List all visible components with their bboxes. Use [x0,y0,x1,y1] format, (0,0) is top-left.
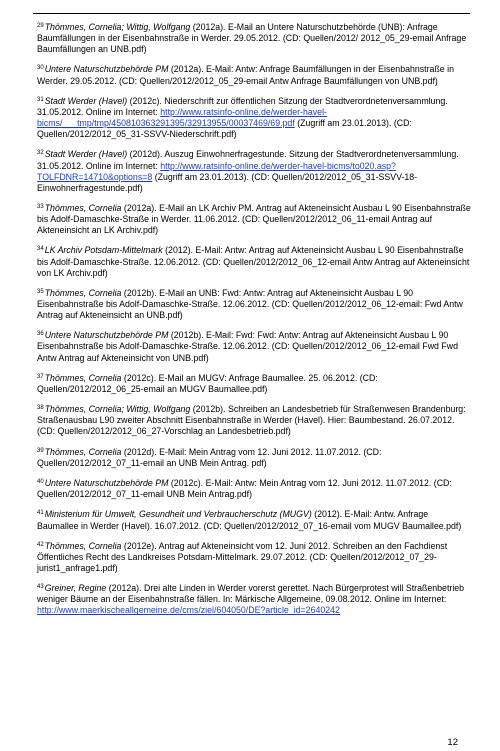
footnote-text: (2012b). E-Mail: Fwd: Fwd: Antw: Antrag auf Akteneinsicht Ausbau L 90 Eisenbahnstraße bis Adolf-Damaschke-Straße. 12.06.2012. (CD: Quellen/2012/2012_06_12-email Fwd Fwd Antw Antrag auf Akteneinsicht von UNB.pdf) [37,330,459,363]
footnote-link[interactable]: http://www.ratsinfo-online.de/werder-havel-bicms/to020.asp?TOLFDNR=14710&options=8 [37,160,396,182]
footnote-text: (2012a). E-Mail an LK Archiv PM. Antrag auf Akteneinsicht Ausbau L 90 Eisenbahnstraße bis Adolf-Damaschke-Straße in Werder. 11.06.2012. (CD: Quellen/2012/2012_06_11-email Antrag auf Akteneinsicht an LK Archiv.pdf) [37,202,471,236]
footnote-link[interactable]: http://www.maerkischeallgemeine.de/cms/ziel/604050/DE?article_id=2640242 [37,605,340,616]
page-number: 12 [447,737,458,748]
footnote-number: 39 [37,447,44,454]
footnote-text: (2012c). Niederschrift zur öffentlichen Sitzung der Stadtverordnetenversammlung. 31.05.2012. Online im Internet: [37,95,448,117]
footnote-34 [37,245,471,278]
footnote-author: Thömmes, Cornelia; Wittig, Wolfgang [44,22,191,32]
footnote-author: Stadt Werder (Havel) [44,149,128,160]
footnote-text: (2012e). Antrag auf Akteneinsicht vom 12. Juni 2012. Schreiben an den Fachdienst Öffentliches Recht des Landkreises Potsdam-Mittelmark. 29.07.2012. (CD: Quellen/2012/2012_07_29-jurist1_anfrage1.pdf) [37,540,448,573]
footnote-number: 40 [37,479,44,486]
footnote-text-after-link: (Zugriff am 23.01.2013). (CD: Quellen/2012/2012_05_31-SSVV-18-Einwohnerfragestunde.pdf) [37,171,418,193]
footnote-text: (2012c). E-Mail: Antw: Mein Antrag vom 12. Juni 2012. 11.07.2012. (CD: Quellen/2012/2012_07_11-email UNB Mein Antrag.pdf) [37,478,452,500]
footnote-text: (2012b). E-Mail an UNB: Fwd: Antw: Antrag auf Akteneinsicht Ausbau L 90 Eisenbahnstraße bis Adolf-Damaschke-Straße. 12.06.2012. (CD: Quellen/2012/2012_06_12-email: Fwd Antw Antrag auf Akteneinsicht an UNB.pdf) [37,287,463,321]
footnote-43 [37,583,471,616]
footnote-number: 29 [37,23,44,29]
footnote-number: 34 [37,246,44,253]
footnote-text: (2012a). Drei alte Linden in Werder vorerst gerettet. Nach Bürgerprotest will Straßenbetrieb weniger Bäume an der Eisenbahnstraße fällen. In: Märkische Allgemeine, 09.08.2012. Online im Internet: [37,583,465,605]
footnote-number: 31 [37,96,44,103]
footnote-author: Ministerium für Umwelt, Gesundheit und Verbraucherschutz (MUGV) [44,509,312,520]
footnote-text-after-link: (Zugriff am 23.01.2013). (CD: Quellen/2012/2012_05_31-SSVV-Niederschrift.pdf) [37,118,412,140]
footnote-author: Untere Naturschutzbehörde PM [44,64,169,75]
footnote-37 [37,373,471,395]
footnote-number: 43 [37,584,44,591]
footnote-link[interactable]: http://www.ratsinfo-online.de/werder-havel-bicms/___tmp/tmp/450810363291395/32913955/00037469/69.pdf [37,106,327,129]
footnote-text: (2012a). E-Mail an Untere Naturschutzbehörde (UNB): Anfrage Baumfällungen in der Eisenbahnstraße in Werder. 29.05.2012. (CD: Quellen/2012/ 2012_05_29-email Anfrage Baumfällungen an UNB.pdf) [37,22,467,55]
footnote-author: LK Archiv Potsdam-Mittelmark [44,245,163,256]
footnote-42 [37,541,471,574]
footnote-32 [37,149,471,193]
footnote-author: Thömmes, Cornelia [44,540,122,551]
footnote-30 [37,64,471,86]
footnote-number: 37 [37,373,44,380]
footnote-number: 42 [37,541,44,548]
footnotes-list [37,22,471,626]
footnote-author: Thömmes, Cornelia [44,372,122,383]
footnote-38 [37,404,471,437]
footnote-author: Greiner, Regine [44,583,107,594]
footnote-number: 32 [37,150,44,157]
footnote-text: (2012d). E-Mail: Mein Antrag vom 12. Juni 2012. 11.07.2012. (CD: Quellen/2012/2012_07_11-email an UNB Mein Antrag. pdf) [37,446,382,468]
footnote-number: 38 [37,405,44,412]
footnote-39 [37,447,471,469]
footnote-number: 30 [37,65,44,72]
footnote-29 [37,22,471,55]
footnote-text: (2012b). Schreiben an Landesbetrieb für Straßenwesen Brandenburg: Straßenausbau L90 zweiter Abschnitt Eisenbahnstraße in Werder (Havel). Hier: Baumbestand. 26.07.2012. (CD: Quellen/2012/2012_06_27-Vorschlag an Landesbetrieb.pdf) [37,404,466,437]
footnote-text: (2012). E-Mail: Antw. Anfrage Baumallee in Werder (Havel). 16.07.2012. (CD: Quellen/2012/2012_07_16-email vom MUGV Baumallee.pdf) [37,509,462,531]
footnote-number: 33 [37,203,44,210]
footnote-author: Untere Naturschutzbehörde PM [44,330,169,341]
footnote-31 [37,96,471,140]
footnote-number: 36 [37,331,44,338]
footnote-text: (2012). E-Mail: Antw: Antrag auf Akteneinsicht Ausbau L 90 Eisenbahnstraße bis Adolf-Damaschke-Straße. 12.06.2012. (CD: Quellen/2012/2012_06_12-email Antw Antrag auf Akteneinsicht von LK Archiv.pdf) [37,245,470,278]
footnote-text: (2012c). E-Mail an MUGV: Anfrage Baumallee. 25. 06.2012. (CD: Quellen/2012/2012_06_25-email an MUGV Baumallee.pdf) [37,372,378,394]
footnote-33 [37,203,471,236]
footnote-author: Thömmes, Cornelia [44,446,122,457]
footnote-author: Untere Naturschutzbehörde PM [44,478,169,489]
footnote-author: Stadt Werder (Havel) [44,95,128,106]
footnote-41 [37,509,471,531]
footnote-separator [33,13,470,14]
footnote-text: (2012a). E-Mail: Antw: Anfrage Baumfällungen in der Eisenbahnstraße in Werder. 29.05.2012. (CD: Quellen/2012/2012_05_29-email Antw Anfrage Baumfällungen von UNB.pdf) [37,64,454,86]
footnote-text: (2012d). Auszug Einwohnerfragestunde. Sitzung der Stadtverordnetenversammlung. 31.05.2012. Online im Internet: [37,149,459,171]
footnote-40 [37,478,471,500]
footnote-36 [37,330,471,363]
footnote-number: 41 [37,510,44,517]
footnote-author: Thömmes, Cornelia [44,287,122,298]
footnote-author: Thömmes, Cornelia [44,202,122,213]
footnote-author: Thömmes, Cornelia; Wittig, Wolfgang [44,404,191,415]
footnote-35 [37,288,471,321]
footnote-number: 35 [37,288,44,295]
